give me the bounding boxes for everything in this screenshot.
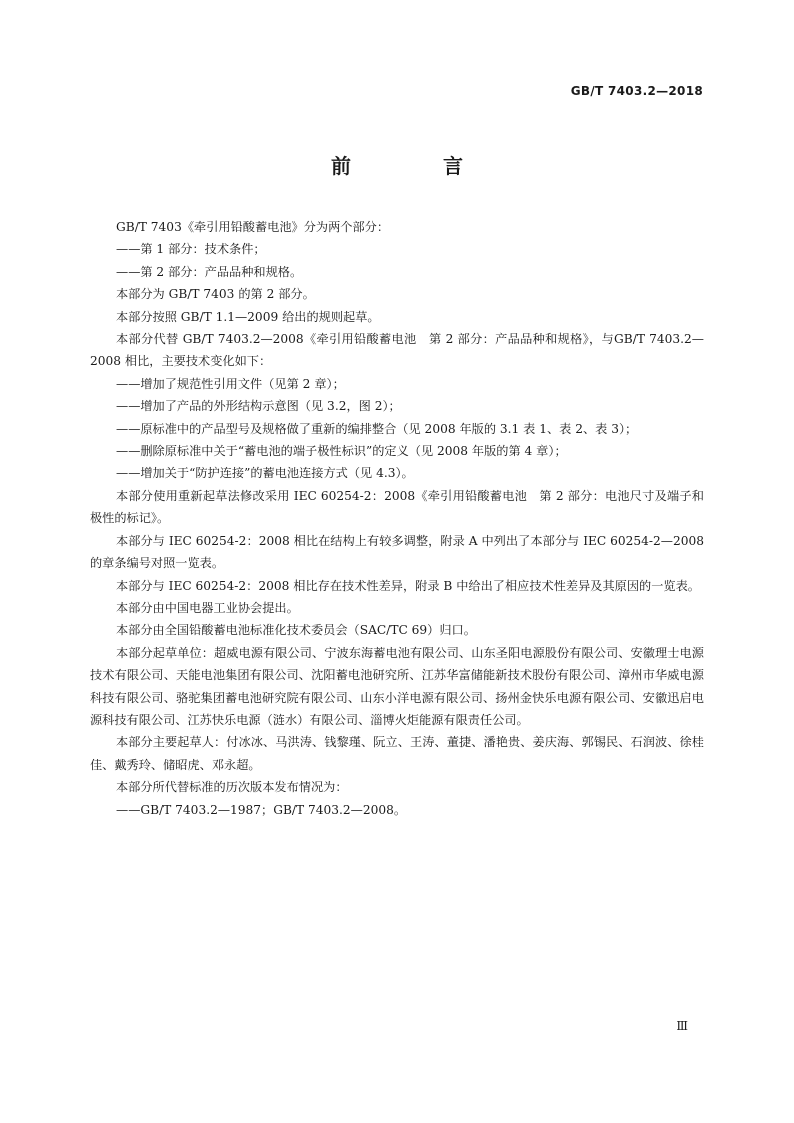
- paragraph-administered-by: 本部分由全国铅酸蓄电池标准化技术委员会（SAC/TC 69）归口。: [116, 623, 476, 638]
- paragraph-drafters: 本部分主要起草人：付冰冰、马洪涛、钱黎瑾、阮立、王涛、董捷、潘艳贵、姜庆海、郭锡民、石润波、徐桂佳、戴秀玲、储昭虎、邓永超。: [90, 735, 704, 772]
- paragraph-drafting-rules: 本部分按照 GB/T 1.1—2009 给出的规则起草。: [116, 309, 380, 324]
- paragraph-technical-differences: 本部分与 IEC 60254-2：2008 相比存在技术性差异，附录 B 中给出了相应技术性差异及其原因的一览表。: [116, 578, 700, 593]
- list-item-change-4: ——删除原标准中关于“蓄电池的端子极性标识”的定义（见 2008 年版的第 4 章）；: [116, 444, 567, 459]
- list-item-change-5: ——增加关于“防护连接”的蓄电池连接方式（见 4.3）。: [116, 466, 414, 481]
- paragraph-history-intro: 本部分所代替标准的历次版本发布情况为：: [116, 780, 348, 795]
- paragraph-proposed-by: 本部分由中国电器工业协会提出。: [116, 600, 299, 615]
- foreword-body: [90, 216, 704, 821]
- page-title: 前 言: [331, 154, 499, 178]
- paragraph-iec-adoption: 本部分使用重新起草法修改采用 IEC 60254-2：2008《牵引用铅酸蓄电池 第 2 部分：电池尺寸及端子和极性的标记》。: [90, 488, 704, 526]
- list-item-change-1: ——增加了规范性引用文件（见第 2 章）；: [116, 376, 345, 391]
- list-item-history: ——GB/T 7403.2—1987；GB/T 7403.2—2008。: [116, 802, 407, 817]
- paragraph-parts-intro: GB/T 7403《牵引用铅酸蓄电池》分为两个部分：: [116, 220, 390, 234]
- paragraph-replaces: 本部分代替 GB/T 7403.2—2008《牵引用铅酸蓄电池 第 2 部分：产品品种和规格》，与GB/T 7403.2—2008 相比，主要技术变化如下：: [90, 332, 704, 369]
- page-number: Ⅲ: [676, 1019, 687, 1033]
- paragraph-drafting-units: 本部分起草单位：超威电源有限公司、宁波东海蓄电池有限公司、山东圣阳电源股份有限公司、安徽理士电源技术有限公司、天能电池集团有限公司、沈阳蓄电池研究所、江苏华富储能新技术股份有限公司、漳州市华威电源科技有限公司、骆驼集团蓄电池研究院有限公司、山东小洋电源有限公司、扬州金快乐电源有限公司、安徽迅启电源科技有限公司、江苏快乐电源（涟水）有限公司、淄博火炬能源有限责任公司。: [90, 645, 704, 727]
- standard-code: GB/T 7403.2—2018: [570, 84, 703, 98]
- paragraph-structure-differences: 本部分与 IEC 60254-2：2008 相比在结构上有较多调整，附录 A 中列出了本部分与 IEC 60254-2—2008 的章条编号对照一览表。: [90, 533, 704, 571]
- list-item-part-1: ——第 1 部分：技术条件；: [116, 242, 266, 257]
- paragraph-part-statement: 本部分为 GB/T 7403 的第 2 部分。: [116, 287, 315, 302]
- list-item-change-3: ——原标准中的产品型号及规格做了重新的编排整合（见 2008 年版的 3.1 表 1、表 2、表 3）；: [116, 421, 638, 436]
- list-item-part-2: ——第 2 部分：产品品种和规格。: [116, 264, 303, 279]
- list-item-change-2: ——增加了产品的外形结构示意图（见 3.2，图 2）；: [116, 399, 401, 414]
